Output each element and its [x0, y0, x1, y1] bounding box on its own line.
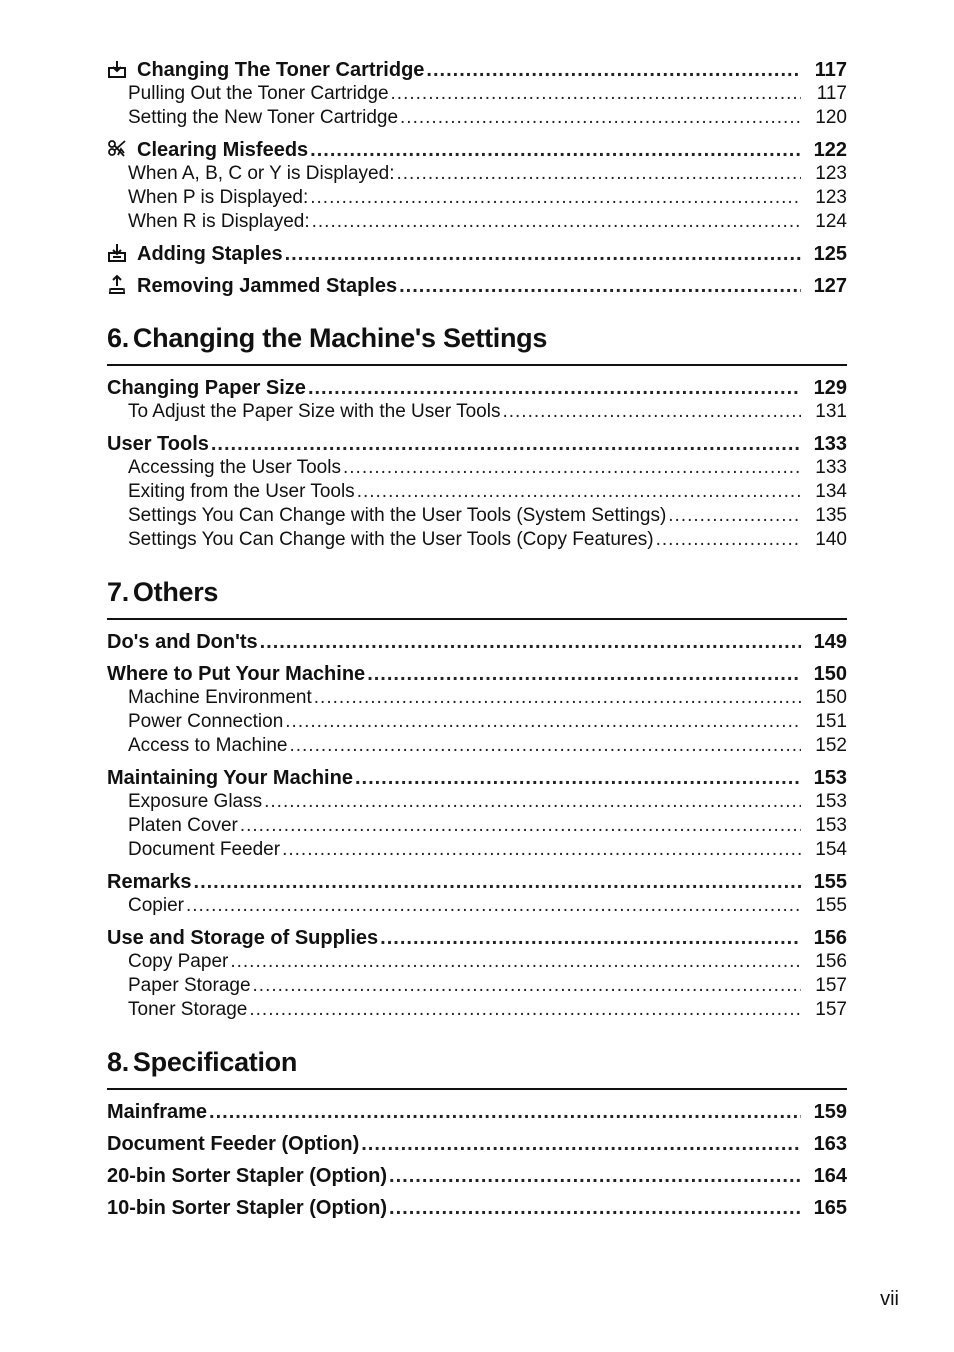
toner-icon: [107, 58, 129, 82]
dot-leader: [314, 686, 801, 710]
chapter-title: Others: [132, 577, 219, 607]
toc-entry-text: Settings You Can Change with the User Tools (Copy Features): [128, 529, 654, 550]
toc-entry-text: Exiting from the User Tools: [128, 481, 355, 502]
toc-entry-title: [128, 480, 355, 504]
toc-page-number: 156: [813, 927, 847, 949]
toc-entry-when-a-b-c-or-y-is-displayed[interactable]: [107, 162, 847, 186]
dot-leader: [194, 870, 801, 894]
toc-entry-pulling-out-the-toner-cartridge[interactable]: [107, 82, 847, 106]
toc-page-number: 120: [815, 107, 847, 128]
toc-page-number: 153: [815, 815, 847, 836]
chapter-title: Specification: [132, 1047, 298, 1077]
toc-entry-where-to-put-your-machine[interactable]: [107, 662, 847, 686]
toc-entry-text: Changing The Toner Cartridge: [137, 59, 425, 81]
toc-page-number: 123: [815, 163, 847, 184]
dot-leader: [264, 790, 801, 814]
toc-entry-title: [128, 950, 228, 974]
toc-page-number: 150: [813, 663, 847, 685]
toc-page-number: 124: [815, 211, 847, 232]
dot-leader: [389, 1196, 801, 1220]
toc-entry-title: [107, 1164, 387, 1188]
toc-page-number: 125: [813, 243, 847, 265]
staple-jam-icon: [107, 274, 129, 298]
toc-entry-text: Clearing Misfeeds: [137, 139, 309, 161]
dot-leader: [355, 766, 801, 790]
toc-entry-title: [128, 186, 308, 210]
dot-leader: [310, 138, 801, 162]
toc-page-number: 151: [815, 711, 847, 732]
misfeed-icon: [107, 138, 129, 162]
toc-entry-text: Copy Paper: [128, 951, 229, 972]
toc-entry-accessing-the-user-tools[interactable]: [107, 456, 847, 480]
dot-leader: [310, 186, 801, 210]
toc-entry-title: [128, 814, 238, 838]
dot-leader: [357, 480, 801, 504]
toc-entry-user-tools[interactable]: [107, 432, 847, 456]
toc-entry-title: [107, 242, 283, 266]
toc-entry-text: Settings You Can Change with the User Tools (System Settings): [128, 505, 667, 526]
toc-entry-title: [107, 138, 308, 162]
toc-page-number: 159: [813, 1101, 847, 1123]
page-number: vii: [880, 1288, 899, 1310]
dot-leader: [260, 630, 801, 654]
toc-entry-copier[interactable]: [107, 894, 847, 918]
toc-entry-text: Changing Paper Size: [107, 377, 306, 399]
toc-entry-changing-the-toner-cartridge[interactable]: [107, 58, 847, 82]
toc-entry-platen-cover[interactable]: [107, 814, 847, 838]
toc-page-number: 152: [815, 735, 847, 756]
toc-entry-title: [128, 400, 500, 424]
toc-page-number: 122: [813, 139, 847, 161]
dot-leader: [656, 528, 801, 552]
toc-entry-text: Mainframe: [107, 1101, 208, 1123]
dot-leader: [230, 950, 801, 974]
toc-entry-text: Toner Storage: [128, 999, 248, 1020]
toc-entry-text: Do's and Don'ts: [107, 631, 258, 653]
toc-page-number: 123: [815, 187, 847, 208]
toc-entry-mainframe[interactable]: [107, 1100, 847, 1124]
toc-page-number: 131: [815, 401, 847, 422]
toc-entry-exposure-glass[interactable]: [107, 790, 847, 814]
toc-entry-paper-storage[interactable]: [107, 974, 847, 998]
toc-entry-text: When A, B, C or Y is Displayed:: [128, 163, 395, 184]
toc-page-number: 153: [813, 767, 847, 789]
dot-leader: [211, 432, 801, 456]
dot-leader: [308, 376, 801, 400]
toc-entry-changing-paper-size[interactable]: [107, 376, 847, 400]
toc-page-number: 149: [813, 631, 847, 653]
toc-entry-adding-staples[interactable]: [107, 242, 847, 266]
dot-leader: [367, 662, 801, 686]
toc-entry-title: [107, 630, 258, 654]
dot-leader: [389, 1164, 801, 1188]
toc-entry-text: Maintaining Your Machine: [107, 767, 353, 789]
toc-entry-title: [107, 1100, 207, 1124]
toc-entry-text: Remarks: [107, 871, 192, 893]
toc-page-number: 164: [813, 1165, 847, 1187]
toc-entry-title: [107, 58, 424, 82]
toc-entry-text: Document Feeder (Option): [107, 1133, 360, 1155]
toc-entry-title: [107, 766, 353, 790]
chapter-number: 7.: [107, 577, 129, 607]
toc-page-number: 133: [813, 433, 847, 455]
dot-leader: [289, 734, 801, 758]
dot-leader: [668, 504, 801, 528]
toc-entry-machine-environment[interactable]: [107, 686, 847, 710]
toc-entry-title: [107, 1196, 387, 1220]
toc-page-number: 117: [816, 83, 847, 104]
toc-entry-text: When P is Displayed:: [128, 187, 309, 208]
toc-entry-title: [128, 998, 247, 1022]
toc-entry-title: [128, 974, 251, 998]
toc-entry-title: [107, 274, 397, 298]
toc-entry-exiting-from-the-user-tools[interactable]: [107, 480, 847, 504]
dot-leader: [391, 82, 801, 106]
toc-entry-power-connection[interactable]: [107, 710, 847, 734]
toc-page-number: 150: [815, 687, 847, 708]
dot-leader: [343, 456, 801, 480]
toc-page-number: 153: [815, 791, 847, 812]
dot-leader: [426, 58, 801, 82]
dot-leader: [502, 400, 801, 424]
chapter-title: Changing the Machine's Settings: [132, 323, 548, 353]
chapter-number: 8.: [107, 1047, 129, 1077]
chapter-heading-others: [107, 576, 847, 620]
toc-entry-when-p-is-displayed[interactable]: [107, 186, 847, 210]
dot-leader: [396, 162, 801, 186]
toc-page-number: 154: [815, 839, 847, 860]
dot-leader: [209, 1100, 801, 1124]
toc-entry-clearing-misfeeds[interactable]: [107, 138, 847, 162]
toc-page-number: 165: [813, 1197, 847, 1219]
toc-entry-10-bin-sorter-stapler-option[interactable]: [107, 1196, 847, 1220]
toc-entry-text: Document Feeder: [128, 839, 281, 860]
toc-entry-text: Platen Cover: [128, 815, 238, 836]
toc-entry-text: Setting the New Toner Cartridge: [128, 107, 399, 128]
dot-leader: [282, 838, 801, 862]
dot-leader: [186, 894, 801, 918]
dot-leader: [400, 106, 801, 130]
dot-leader: [249, 998, 801, 1022]
toc-page-number: 129: [813, 377, 847, 399]
toc-entry-text: 10-bin Sorter Stapler (Option): [107, 1197, 388, 1219]
toc-entry-title: [128, 790, 262, 814]
toc-entry-title: [107, 1132, 359, 1156]
toc-entry-do-s-and-don-ts[interactable]: [107, 630, 847, 654]
toc-page-number: 133: [815, 457, 847, 478]
toc-entry-title: [128, 82, 389, 106]
toc-entry-title: [128, 894, 184, 918]
toc-entry-text: Copier: [128, 895, 184, 916]
toc-entry-text: Pulling Out the Toner Cartridge: [128, 83, 389, 104]
toc-entry-text: Where to Put Your Machine: [107, 663, 366, 685]
toc-page-number: 155: [815, 895, 847, 916]
toc-page-number: 117: [814, 59, 847, 81]
toc-entry-text: Access to Machine: [128, 735, 288, 756]
toc-entry-access-to-machine[interactable]: [107, 734, 847, 758]
toc-page-number: 127: [813, 275, 847, 297]
toc-entry-title: [128, 710, 283, 734]
toc-entry-text: Accessing the User Tools: [128, 457, 341, 478]
toc-entry-to-adjust-the-paper-size-with-the-user-tools[interactable]: [107, 400, 847, 424]
toc-entry-title: [107, 870, 192, 894]
toc-entry-text: When R is Displayed:: [128, 211, 310, 232]
toc-entry-text: 20-bin Sorter Stapler (Option): [107, 1165, 388, 1187]
toc-page-number: 135: [815, 505, 847, 526]
toc-entry-title: [107, 376, 306, 400]
toc-entry-toner-storage[interactable]: [107, 998, 847, 1022]
toc-entry-document-feeder-option[interactable]: [107, 1132, 847, 1156]
dot-leader: [253, 974, 801, 998]
toc-entry-title: [128, 106, 398, 130]
toc-page-number: 134: [815, 481, 847, 502]
toc-entry-copy-paper[interactable]: [107, 950, 847, 974]
toc-page-number: 156: [815, 951, 847, 972]
toc-entry-setting-the-new-toner-cartridge[interactable]: [107, 106, 847, 130]
toc-entry-title: [128, 210, 310, 234]
toc-entry-title: [107, 432, 209, 456]
chapter-heading-changing-the-machine-s-settings: [107, 322, 847, 366]
toc-page-number: 157: [815, 975, 847, 996]
toc-entry-title: [107, 662, 365, 686]
toc-entry-text: Exposure Glass: [128, 791, 263, 812]
toc-entry-title: [128, 838, 280, 862]
toc-entry-maintaining-your-machine[interactable]: [107, 766, 847, 790]
dot-leader: [361, 1132, 801, 1156]
toc-page-number: 155: [813, 871, 847, 893]
toc-entry-document-feeder[interactable]: [107, 838, 847, 862]
toc-entry-title: [128, 504, 666, 528]
toc-page-number: 157: [815, 999, 847, 1020]
toc-entry-title: [107, 926, 378, 950]
toc-entry-title: [128, 734, 287, 758]
toc-page-number: 140: [815, 529, 847, 550]
toc-entry-settings-you-can-change-with-the-user-tools-system-settings[interactable]: [107, 504, 847, 528]
staple-add-icon: [107, 242, 129, 266]
toc-entry-settings-you-can-change-with-the-user-tools-copy-features[interactable]: [107, 528, 847, 552]
toc-entry-removing-jammed-staples[interactable]: [107, 274, 847, 298]
toc-entry-20-bin-sorter-stapler-option[interactable]: [107, 1164, 847, 1188]
dot-leader: [285, 710, 801, 734]
toc-entry-text: Power Connection: [128, 711, 284, 732]
toc-page-number: 163: [813, 1133, 847, 1155]
table-of-contents: [107, 58, 847, 1220]
toc-entry-title: [128, 528, 654, 552]
toc-entry-when-r-is-displayed[interactable]: [107, 210, 847, 234]
toc-entry-text: User Tools: [107, 433, 209, 455]
toc-entry-title: [128, 456, 341, 480]
toc-entry-title: [128, 686, 312, 710]
toc-entry-text: Removing Jammed Staples: [137, 275, 398, 297]
toc-entry-text: To Adjust the Paper Size with the User Tools: [128, 401, 501, 422]
toc-entry-text: Adding Staples: [137, 243, 283, 265]
toc-entry-text: Use and Storage of Supplies: [107, 927, 379, 949]
toc-entry-use-and-storage-of-supplies[interactable]: [107, 926, 847, 950]
dot-leader: [399, 274, 801, 298]
chapter-heading-specification: [107, 1046, 847, 1090]
toc-entry-text: Paper Storage: [128, 975, 251, 996]
toc-entry-title: [128, 162, 394, 186]
dot-leader: [312, 210, 801, 234]
toc-entry-remarks[interactable]: [107, 870, 847, 894]
chapter-number: 6.: [107, 323, 129, 353]
toc-entry-text: Machine Environment: [128, 687, 312, 708]
dot-leader: [240, 814, 801, 838]
dot-leader: [285, 242, 801, 266]
dot-leader: [380, 926, 801, 950]
